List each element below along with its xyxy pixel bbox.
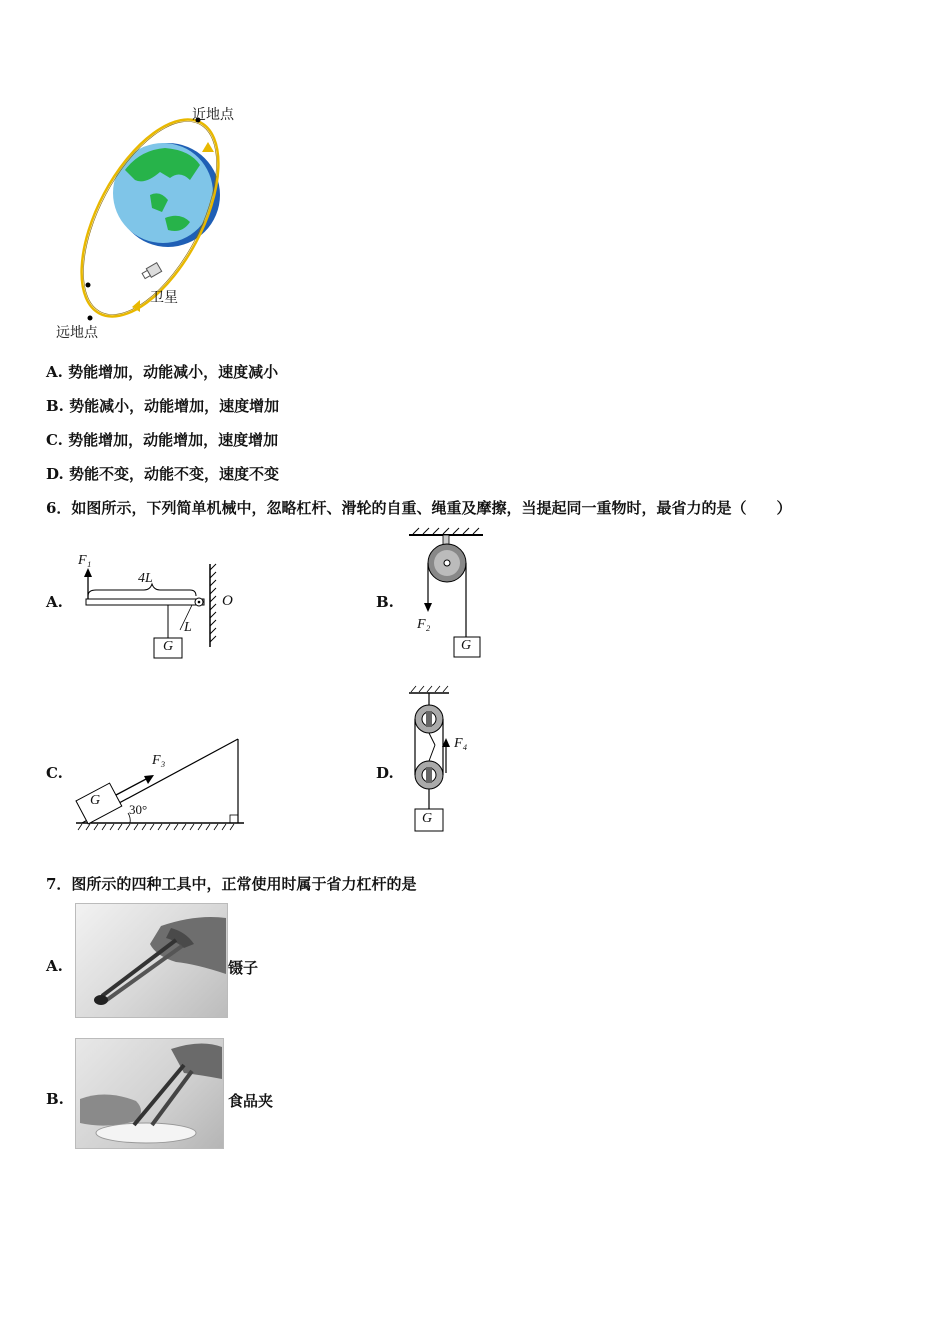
option-letter: C. (46, 431, 63, 449)
apogee-label: 近地点 (192, 107, 234, 123)
q5-option-a (46, 361, 278, 382)
pivot-label: O (222, 593, 233, 609)
weight-label: G (163, 639, 174, 654)
force-label: F₁ (78, 553, 92, 568)
option-text: 势能增加，动能增加，速度增加 (68, 431, 279, 449)
option-letter: A. (46, 363, 63, 381)
q6-option-c: C. (46, 764, 63, 782)
force-label: F₂ (417, 617, 431, 632)
satellite-label: 卫星 (150, 290, 178, 306)
food (80, 1094, 141, 1125)
wall-hatching (210, 564, 216, 642)
q5-option-c (46, 429, 278, 450)
satellite-icon (141, 263, 162, 281)
satellite-orbit-figure (50, 100, 260, 345)
ground-hatching (78, 824, 234, 830)
weight-label: G (90, 793, 101, 808)
option-letter: D. (46, 465, 64, 483)
food-tongs-photo (75, 1038, 224, 1149)
q6-option-b: B. (376, 593, 394, 611)
perigee-label: 远地点 (56, 325, 98, 341)
fixed-pulley-figure (405, 525, 495, 665)
right-angle-mark (230, 815, 238, 823)
rope (429, 745, 435, 761)
q6-option-d: D. (376, 764, 394, 782)
angle-label: 30° (129, 802, 148, 817)
tweezers-caption: 镊子 (228, 959, 259, 977)
force-label: F₄ (454, 736, 468, 751)
lever-figure (70, 552, 245, 664)
ceiling-hatching (411, 686, 448, 692)
weight-label: G (422, 811, 433, 826)
q7-option-b: B. (46, 1090, 64, 1108)
q5-option-d (46, 463, 279, 484)
q6-option-a: A. (46, 593, 63, 611)
option-text: 势能减小，动能增加，速度增加 (69, 397, 280, 415)
tweezers (102, 940, 176, 996)
tweezers-photo (75, 903, 228, 1018)
rope (429, 733, 435, 745)
q6-stem: 6．如图所示，下列简单机械中，忽略杠杆、滑轮的自重、绳重及摩擦，当提起同一重物时，最省力的是（ ） (46, 499, 792, 517)
tongs-caption: 食品夹 (228, 1092, 274, 1110)
plate (96, 1123, 196, 1143)
option-text: 势能增加，动能减小，速度减小 (68, 363, 279, 381)
long-arm-label: 4L (138, 571, 153, 586)
q7-option-a: A. (46, 957, 63, 975)
weight-label: G (461, 638, 472, 653)
orbit-diagram (50, 100, 260, 345)
force-arrow (424, 603, 432, 612)
direction-dot (86, 283, 91, 288)
q5-option-b (46, 395, 279, 416)
incline-figure (72, 735, 250, 835)
ceiling-hatching (413, 528, 479, 534)
option-letter: B. (46, 397, 64, 415)
pulley-block-figure (405, 683, 480, 835)
lever-bar (86, 599, 204, 605)
orbit-arrow (202, 142, 214, 152)
force-label: F₃ (152, 753, 166, 768)
far-point (88, 316, 93, 321)
force-arrow (116, 778, 148, 795)
q7-stem: 7．图所示的四种工具中，正常使用时属于省力杠杆的是 (46, 875, 417, 893)
option-text: 势能不变，动能不变，速度不变 (68, 465, 279, 483)
short-arm-label: L (184, 620, 192, 635)
